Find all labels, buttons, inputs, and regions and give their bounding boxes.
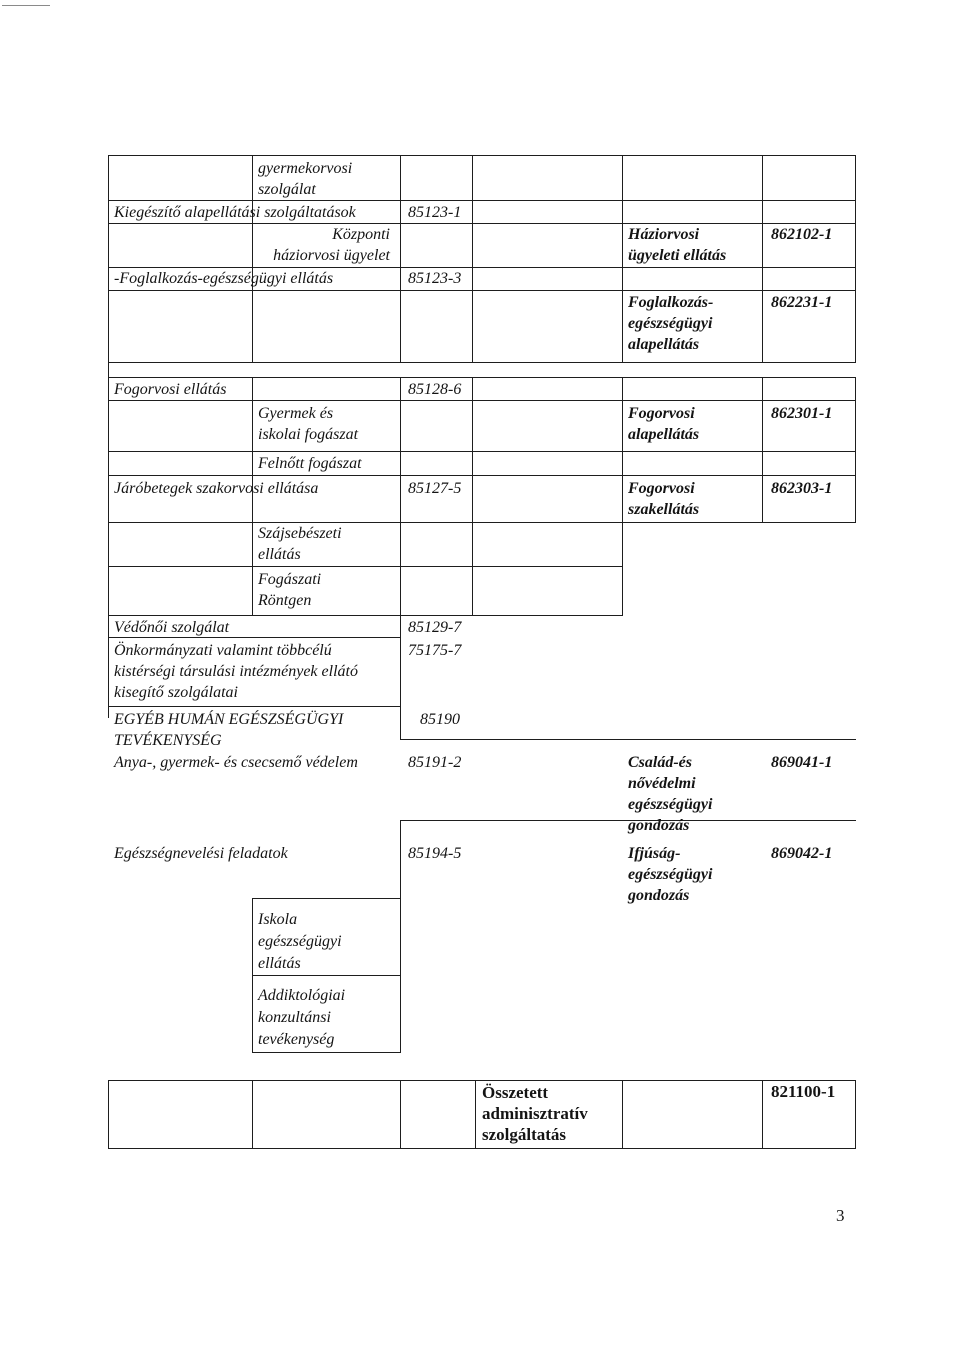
table-border — [475, 1080, 476, 1149]
row-foglalkozas-code: 85123-3 — [408, 270, 462, 287]
table-border — [762, 155, 763, 363]
row-vedonoi-label: Védőnői szolgálat — [114, 619, 230, 636]
table-border — [472, 155, 473, 363]
table-border — [108, 1080, 109, 1149]
row-rontgen-label: Fogászati Röntgen — [258, 571, 322, 609]
row-addiktologiai-label: Addiktológiai konzultánsi tevékenység — [258, 987, 346, 1048]
row-anya-code: 85191-2 — [408, 754, 462, 771]
row-egyeb-code: 85190 — [420, 711, 460, 728]
row-vedonoi-code: 85129-7 — [408, 619, 462, 636]
table-border — [108, 615, 623, 616]
table-border — [855, 377, 856, 523]
table-border — [762, 1080, 763, 1149]
table-border — [108, 522, 856, 523]
table-border — [252, 898, 401, 899]
row-foglalkozas-label: -Foglalkozás-egészségügyi ellátás — [114, 270, 334, 287]
table-border — [108, 1080, 856, 1081]
row-egyeb-label: EGYÉB HUMÁN EGÉSZSÉGÜGYI TEVÉKENYSÉG — [114, 711, 344, 749]
row-egeszsegneveles-teaor: 869042-1 — [771, 845, 833, 862]
row-egeszsegneveles-activity: Ifjúság- egészségügyi gondozás — [628, 845, 713, 904]
table-border — [400, 1080, 401, 1149]
row-iskola-label: Iskola egészségügyi ellátás — [258, 911, 342, 972]
table-border — [108, 155, 856, 156]
table-border — [622, 155, 623, 363]
row-jarobetegek-code: 85127-5 — [408, 480, 462, 497]
row-jarobetegek-activity: Fogorvosi szakellátás — [628, 480, 700, 518]
row-kozponti-label: Központi háziorvosi ügyelet — [273, 226, 390, 264]
row-felnott-fogaszat-label: Felnőtt fogászat — [258, 455, 362, 472]
row-foglalkozas-activity: Foglalkozás- egészségügyi alapellátás — [628, 294, 714, 353]
table-border — [108, 400, 856, 401]
row-kozponti-teaor: 862102-1 — [771, 226, 833, 243]
row-kiegeszito-label: Kiegészítő alapellátási szolgáltatások — [114, 204, 356, 221]
bottom-service-label: Összetett adminisztratív szolgáltatás — [482, 1083, 588, 1144]
row-egeszsegneveles-code: 85194-5 — [408, 845, 462, 862]
table-border — [108, 566, 623, 567]
row-anya-label: Anya-, gyermek- és csecsemő védelem — [114, 754, 358, 771]
table-border — [400, 820, 401, 1053]
row-fogorvosi-label: Fogorvosi ellátás — [114, 381, 227, 398]
row-fogorvosi-code: 85128-6 — [408, 381, 462, 398]
table-border — [472, 377, 473, 616]
table-border — [108, 223, 856, 224]
page-number: 3 — [836, 1206, 845, 1225]
table-border — [400, 377, 401, 740]
table-border — [108, 290, 856, 291]
table-border — [252, 1080, 253, 1149]
row-jarobetegek-label: Járóbetegek szakorvosi ellátása — [114, 480, 319, 497]
bottom-service-code: 821100-1 — [771, 1082, 836, 1101]
table-border — [400, 155, 401, 363]
row-anya-activity: Család-és nővédelmi egészségügyi gondozás — [628, 754, 713, 834]
row-gyermek-fogaszat-teaor: 862301-1 — [771, 405, 833, 422]
row-jarobetegek-teaor: 862303-1 — [771, 480, 833, 497]
row-kozponti-activity: Háziorvosi ügyeleti ellátás — [628, 226, 727, 264]
row-anya-teaor: 869041-1 — [771, 754, 833, 771]
table-border — [400, 739, 856, 740]
top-left-mark — [2, 5, 50, 6]
table-border — [108, 475, 856, 476]
row-kiegeszito-code: 85123-1 — [408, 204, 462, 221]
row-egeszsegneveles-label: Egészségnevelési feladatok — [114, 845, 288, 862]
table-border — [108, 362, 856, 363]
row-onkormanyzati-label: Önkormányzati valamint többcélú kistérségi társulási intézmények ellátó kisegítő szolgálatai — [114, 642, 358, 701]
row-foglalkozas-teaor: 862231-1 — [771, 294, 833, 311]
table-border — [108, 155, 109, 718]
table-border — [108, 706, 401, 707]
table-border — [622, 377, 623, 616]
table-border — [855, 155, 856, 363]
row-gyermekorvosi-label: gyermekorvosi szolgálat — [258, 160, 353, 198]
row-onkormanyzati-code: 75175-7 — [408, 642, 462, 659]
table-border — [108, 1148, 856, 1149]
table-border — [252, 1052, 401, 1053]
table-border — [108, 377, 856, 378]
row-gyermek-fogaszat-label: Gyermek és iskolai fogászat — [258, 405, 359, 443]
table-border — [252, 975, 401, 976]
table-border — [252, 155, 253, 363]
table-border — [108, 200, 856, 201]
row-szajsebeszeti-label: Szájsebészeti ellátás — [258, 525, 342, 563]
row-gyermek-fogaszat-activity: Fogorvosi alapellátás — [628, 405, 700, 443]
table-border — [855, 1080, 856, 1149]
table-border — [762, 377, 763, 523]
table-border — [622, 1080, 623, 1149]
table-border — [108, 451, 856, 452]
